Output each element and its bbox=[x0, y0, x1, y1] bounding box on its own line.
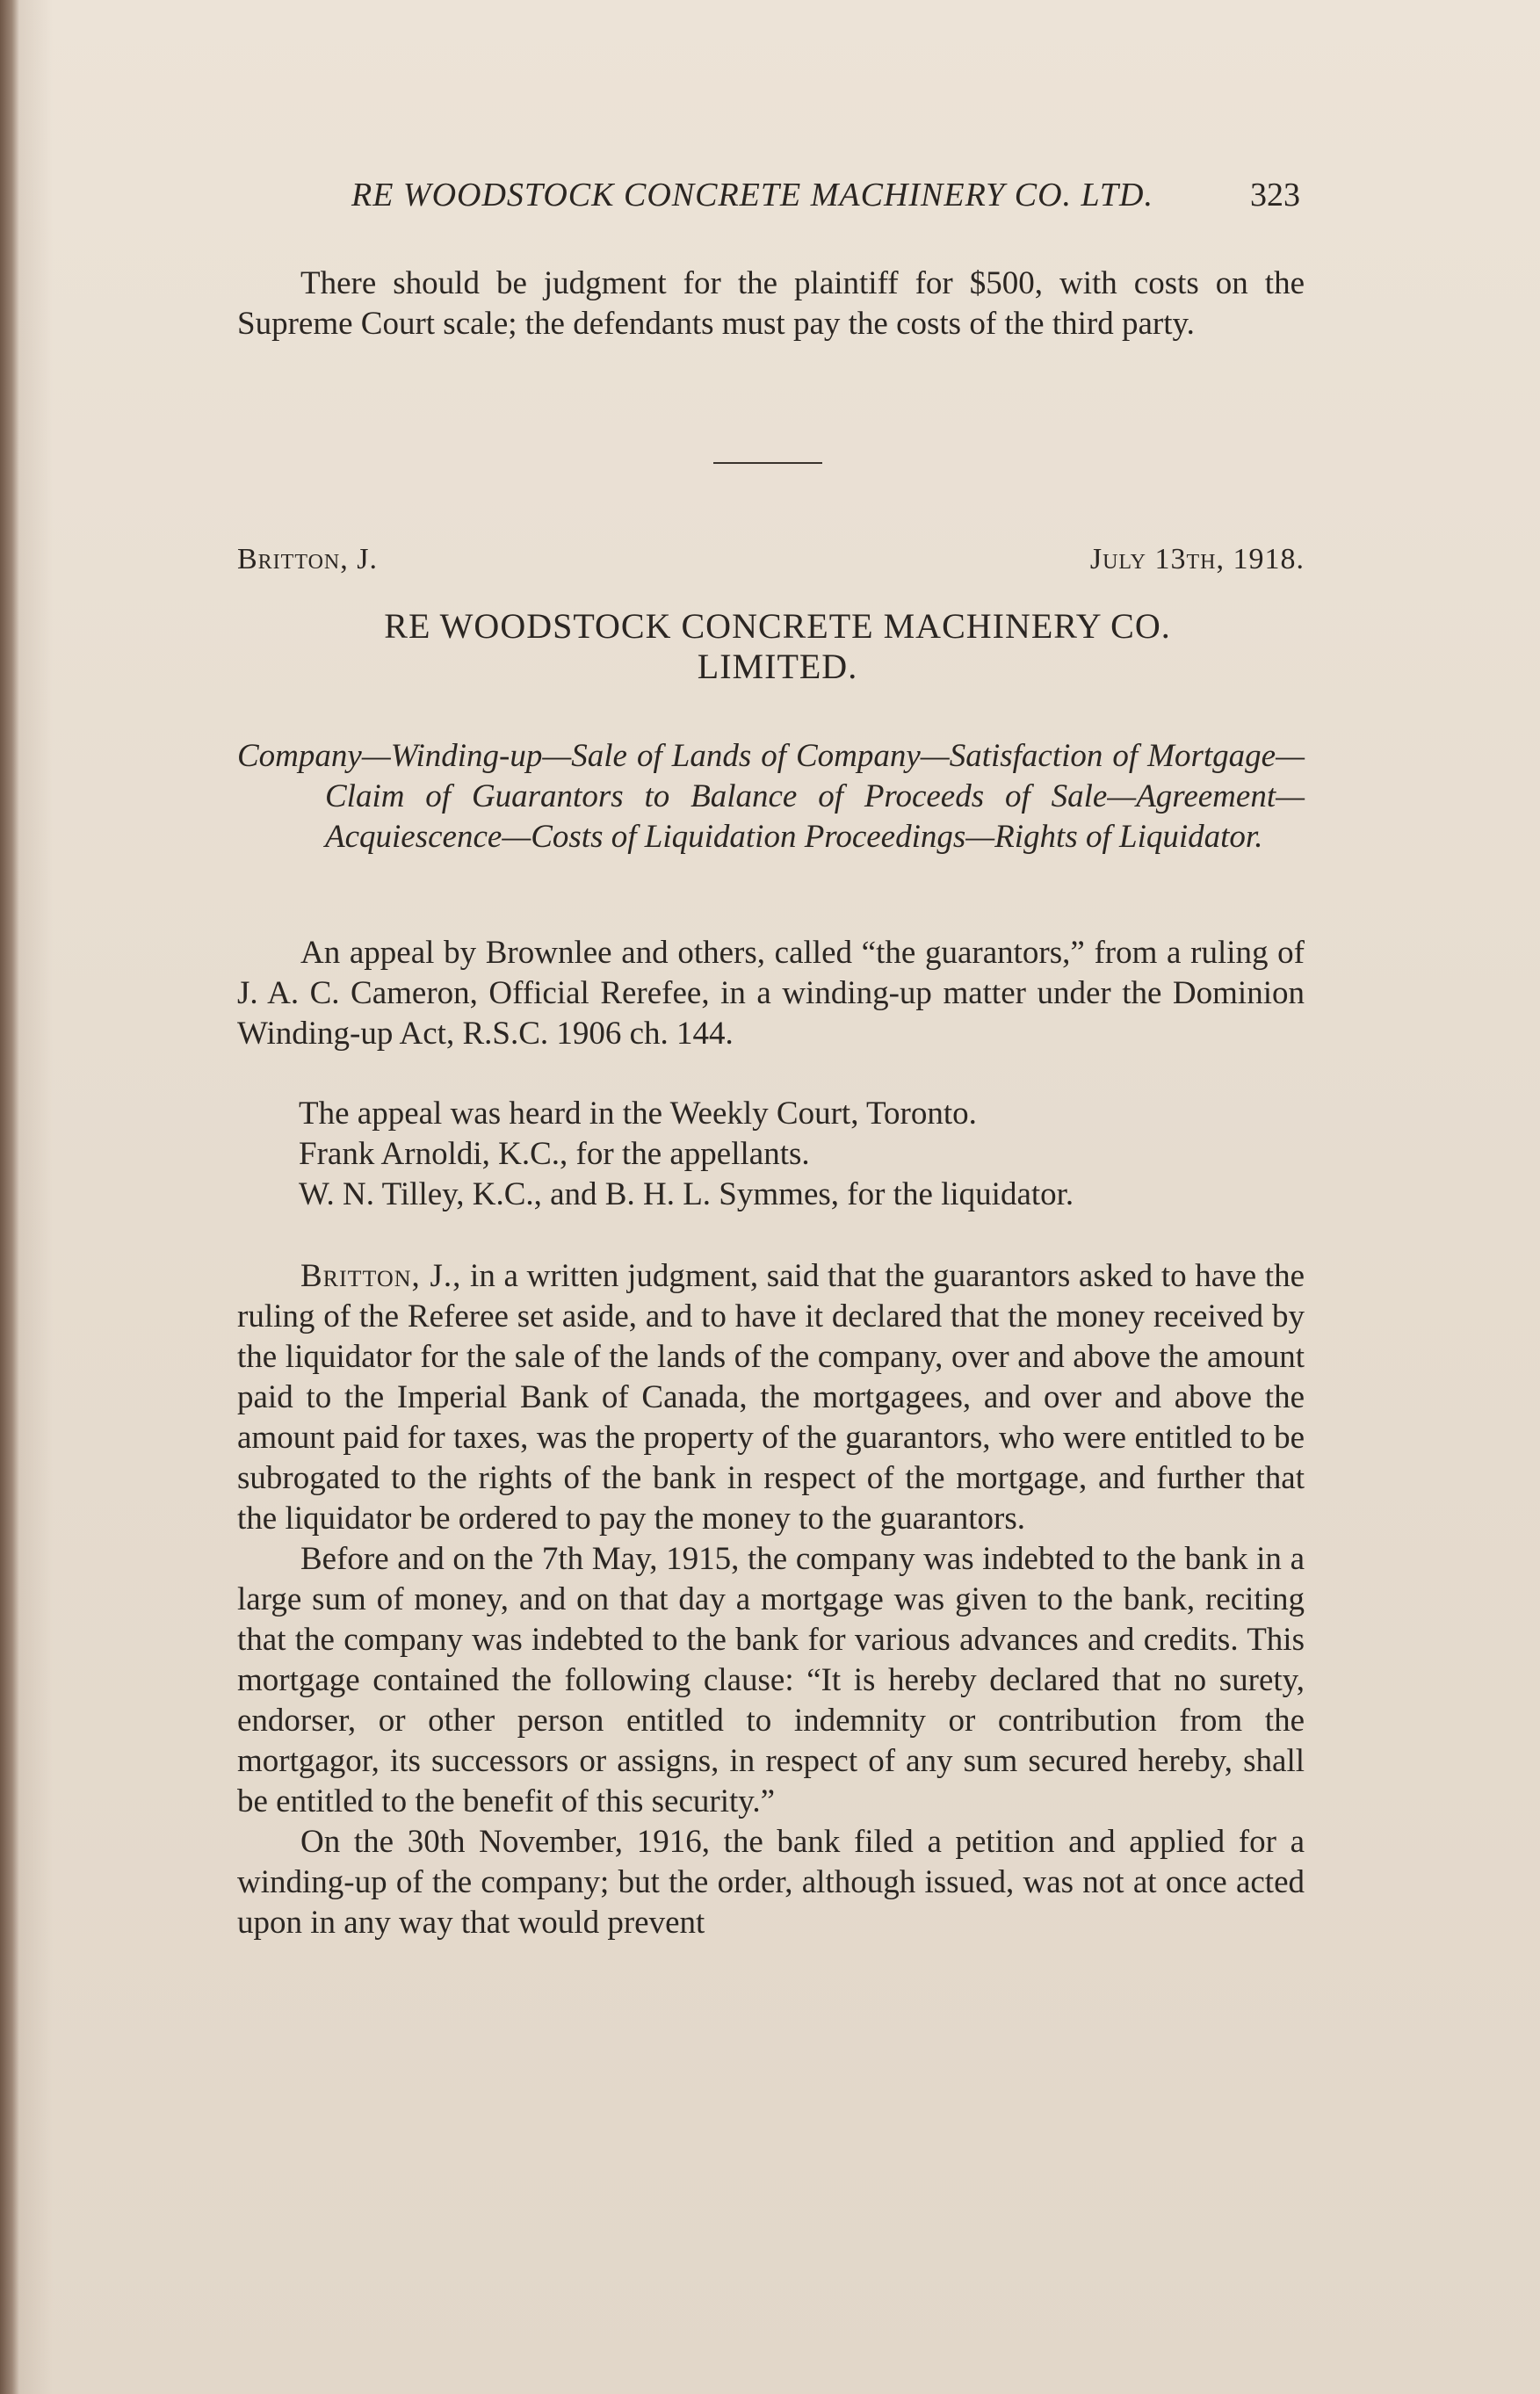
judgment-body bbox=[237, 1256, 1305, 1943]
case-headnote: Company—Winding-up—Sale of Lands of Company—Satisfaction of Mortgage—Claim of Guarantors to Balance of Proceeds of Sale—Agreement—Acquiescence—Costs of Liquidation Proceedings—Rights of Liquidator. bbox=[237, 738, 1305, 855]
counsel-line: The appeal was heard in the Weekly Court, Toronto. bbox=[299, 1096, 977, 1132]
case-date: July 13th, 1918. bbox=[1089, 543, 1305, 575]
counsel-list bbox=[299, 1094, 1309, 1215]
prior-case-paragraph: There should be judgment for the plaintiff for $500, with costs on the Supreme Court scale; the defendants must pay the costs of the third party. bbox=[237, 265, 1305, 342]
judgment-paragraph bbox=[237, 1256, 1305, 1539]
case-intro bbox=[237, 933, 1305, 1054]
case-title-line-2: LIMITED. bbox=[697, 647, 858, 686]
judgment-paragraph: Before and on the 7th May, 1915, the company was indebted to the bank in a large sum of money, and on that day a mortgage was given to the bank, reciting that the company was indebted to the bank for various advances and credits. This mortgage contained the following clause: “It is hereby declared that no surety, endorser, or other person entitled to indemnity or contribution from the mortgagor, its successors or assigns, in respect of any sum secured hereby, shall be entitled to the benefit of this security.” bbox=[237, 1541, 1305, 1819]
page-spine-shadow bbox=[0, 0, 19, 2394]
judgment-paragraph-text: in a written judgment, said that the guarantors asked to have the ruling of the Referee set aside, and to have it declared that the money received by the liquidator for the sale of the lands of the company, over and above the amount paid to the Imperial Bank of Canada, the mortgagees, and over and above the amount paid for taxes, was the property of the guarantors, who were entitled to be subrogated to the rights of the bank in respect of the mortgage, and further that the liquidator be ordered to pay the money to the guarantors. bbox=[237, 1258, 1305, 1537]
case-judge-date-line bbox=[237, 543, 1305, 587]
prior-case-conclusion bbox=[237, 264, 1305, 344]
judgment-lead-judge: Britton, J., bbox=[300, 1258, 462, 1294]
case-title bbox=[264, 606, 1291, 687]
running-head-title: RE WOODSTOCK CONCRETE MACHINERY CO. LTD. bbox=[351, 177, 1153, 213]
intro-paragraph: An appeal by Brownlee and others, called “the guarantors,” from a ruling of J. A. C. Cameron, Official Rerefee, in a winding-up matter under the Dominion Winding-up Act, R.S.C. 1906 ch. 144. bbox=[237, 935, 1305, 1052]
counsel-line: W. N. Tilley, K.C., and B. H. L. Symmes, for the liquidator. bbox=[299, 1176, 1074, 1212]
judgment-paragraph: On the 30th November, 1916, the bank filed a petition and applied for a winding-up of the company; but the order, although issued, was not at once acted upon in any way that would prevent bbox=[237, 1824, 1305, 1941]
judge-name: Britton, J. bbox=[237, 543, 378, 575]
page-number: 323 bbox=[1250, 177, 1300, 213]
counsel-line: Frank Arnoldi, K.C., for the appellants. bbox=[299, 1136, 810, 1172]
case-title-line-1: RE WOODSTOCK CONCRETE MACHINERY CO. bbox=[384, 606, 1171, 646]
running-head bbox=[351, 176, 1300, 228]
section-divider-rule bbox=[713, 462, 822, 464]
